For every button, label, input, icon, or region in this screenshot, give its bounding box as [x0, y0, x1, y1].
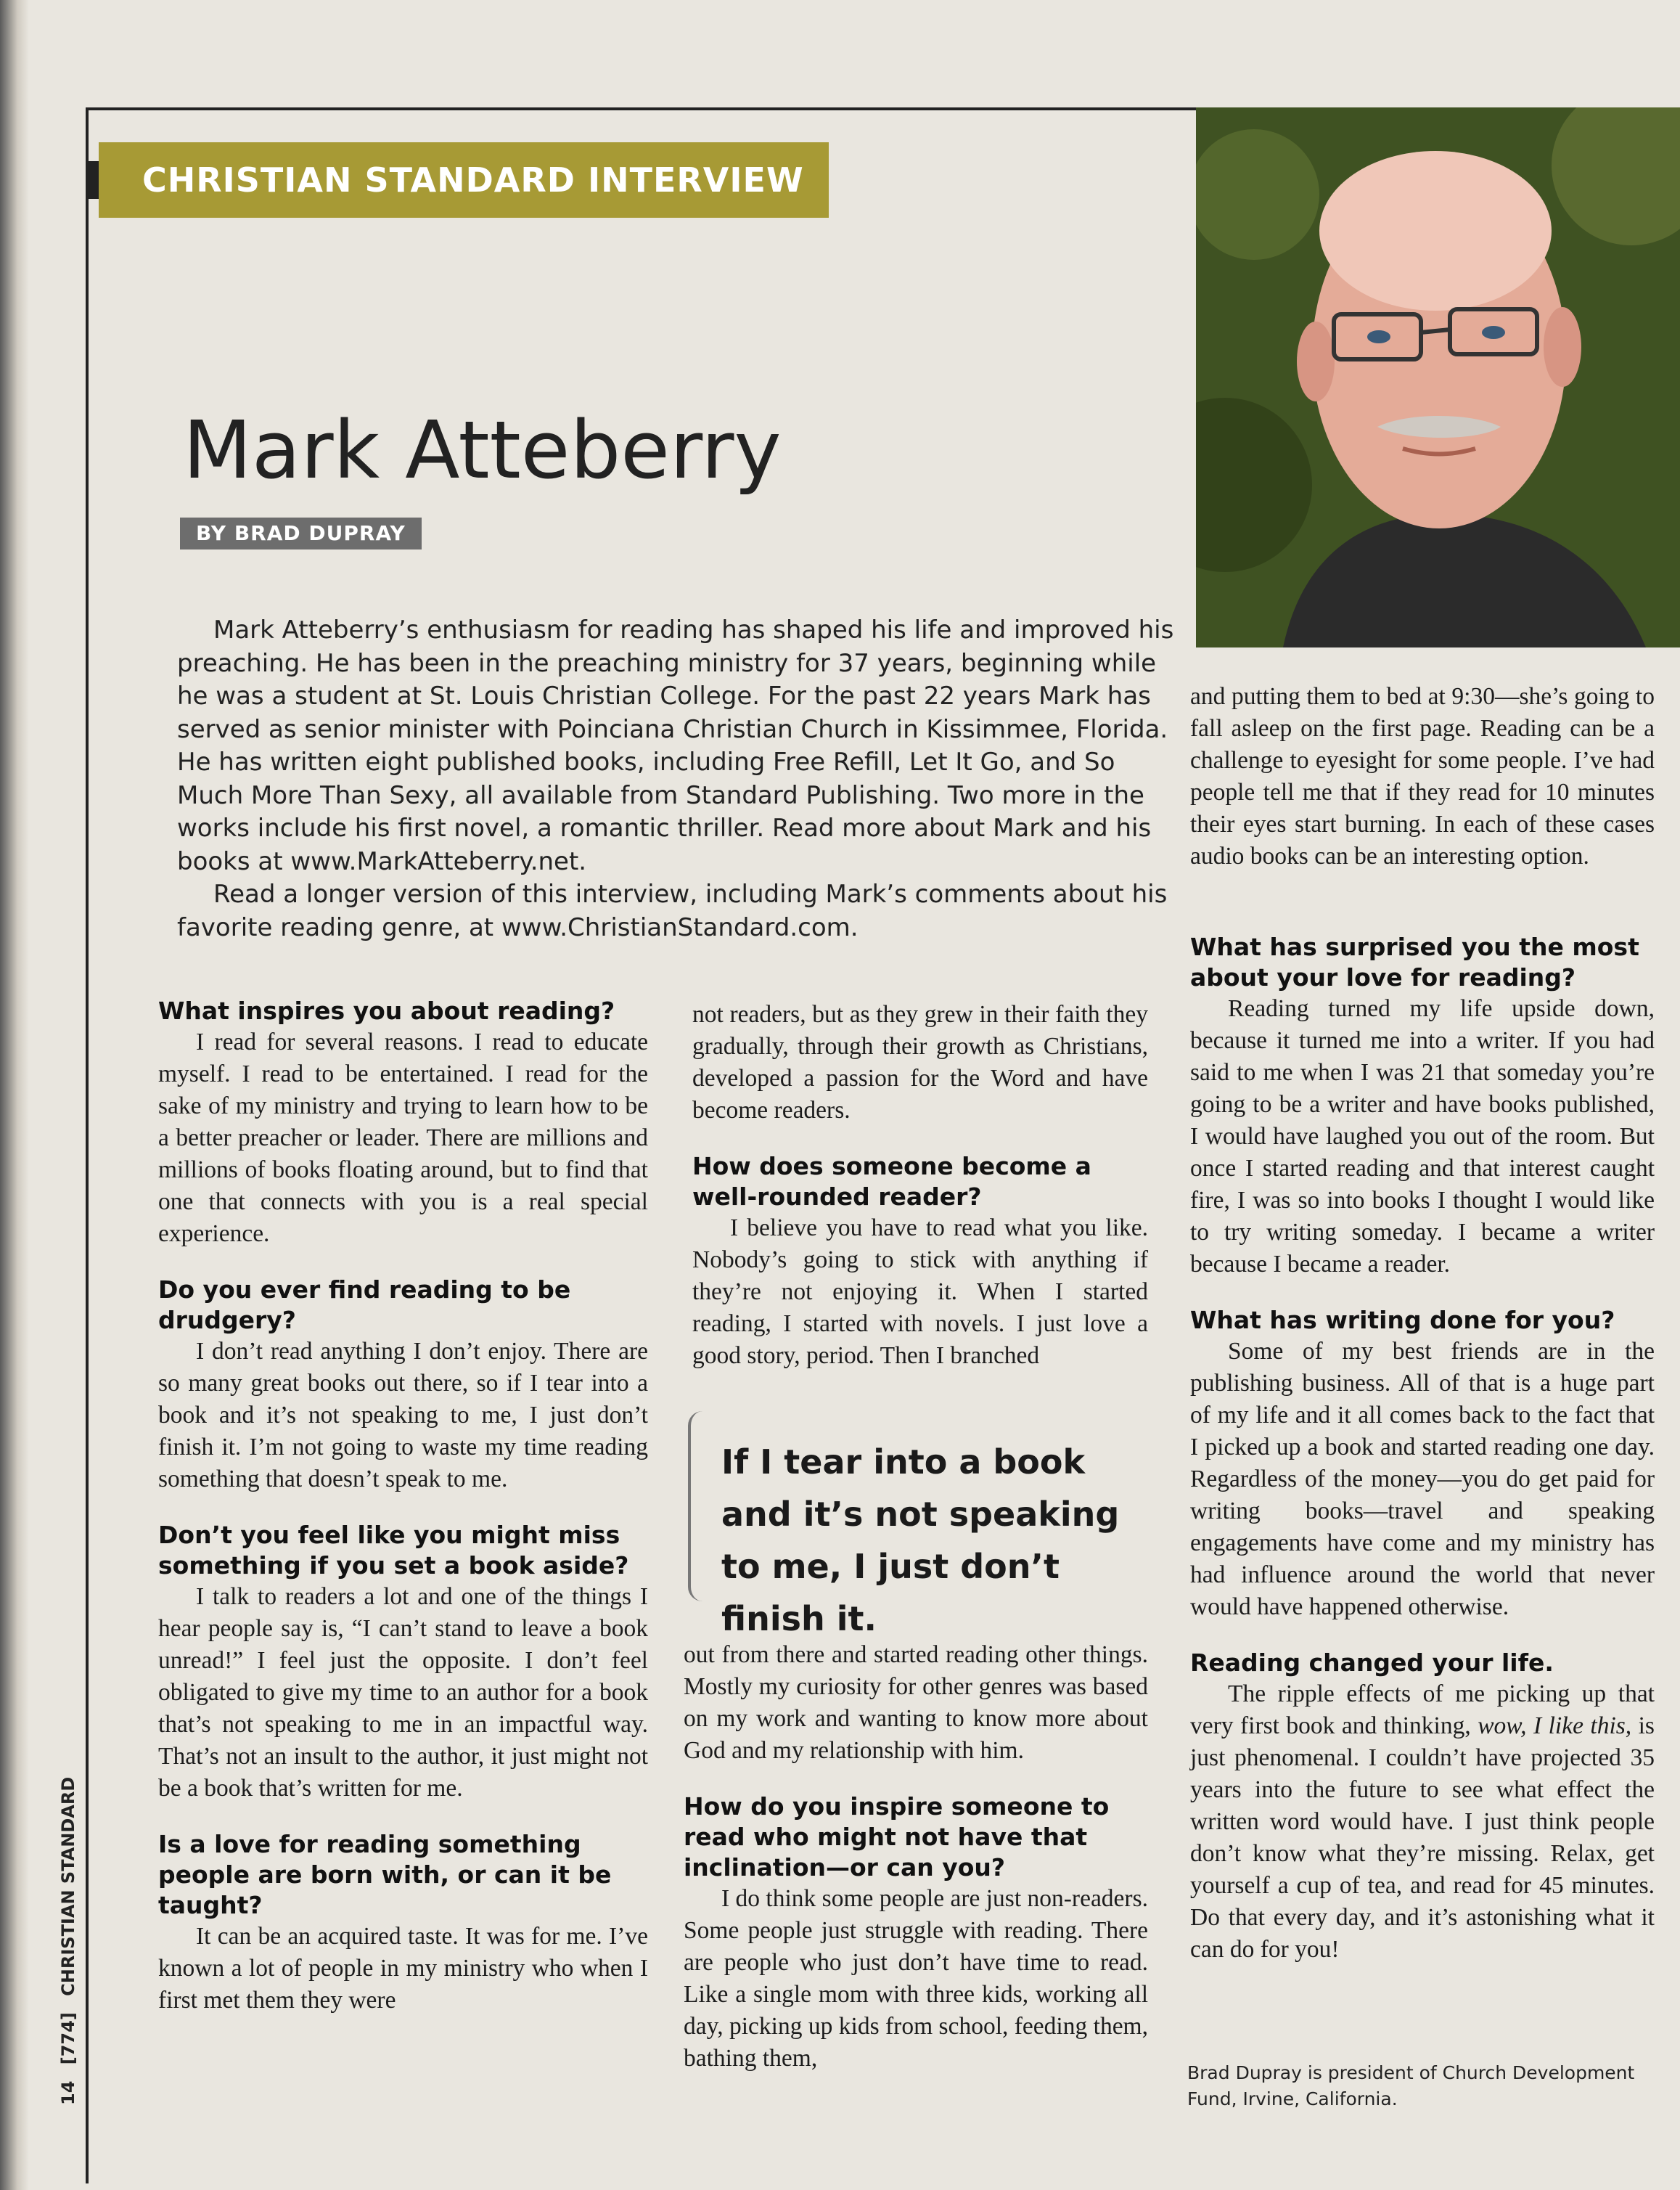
answer-paragraph: I don’t read anything I don’t enjoy. There are so many great books out there, so if I tear into a book and it’s not speaking to me, I just don’t finish it. I’m not going to waste my time reading something that doesn’t speak to me. [158, 1338, 648, 1492]
answer-paragraph [1190, 1678, 1655, 1966]
column-2-top [692, 999, 1148, 1372]
answer-text: The ripple effects of me picking up that very first book and thinking, [1190, 1680, 1655, 1739]
section-banner: CHRISTIAN STANDARD INTERVIEW [99, 142, 829, 218]
column-2-bottom [684, 1639, 1148, 2075]
question-heading: Don’t you feel like you might miss something if you set a book aside? [158, 1521, 629, 1580]
answer-paragraph: I do think some people are just non-readers. Some people just struggle with reading. There are people who just don’t have time to read. Like a single mom with three kids, working all day, picking up kids from school, feeding them, bathing them, [684, 1885, 1148, 2072]
question-heading: How does someone become a well-rounded reader? [692, 1152, 1091, 1211]
intro-paragraph: Read a longer version of this interview, including Mark’s comments about his favorite reading genre, at www.ChristianStandard.com. [177, 880, 1168, 942]
answer-paragraph: out from there and started reading other things. Mostly my curiosity for other genres was based on my work and wanting to know more about God and my relationship with him. [684, 1641, 1148, 1764]
page-number: 14 [58, 2080, 78, 2105]
question-heading: What inspires you about reading? [158, 997, 615, 1025]
intro-section [177, 614, 1179, 944]
page-folio [58, 1767, 78, 2105]
issue-page-number: [774] [58, 2012, 78, 2065]
question-heading: Reading changed your life. [1190, 1648, 1554, 1677]
banner-tab [86, 161, 99, 199]
article-title: Mark Atteberry [183, 404, 782, 497]
author-bio: Brad Dupray is president of Church Development Fund, Irvine, California. [1187, 2062, 1635, 2109]
page-binding-edge [0, 0, 29, 2190]
answer-text: is just phenomenal. I couldn’t have projected 35 years into the future to see what effect the written word would have. I just think people don’t know what they’re missing. Relax, get yourself a cup of tea, and read for 45 minutes. Do that every day, and it’s astonishing what it can do for you! [1190, 1712, 1655, 1963]
portrait-photo [1196, 107, 1680, 647]
intro-paragraph: Mark Atteberry’s enthusiasm for reading has shaped his life and improved his preaching. He has been in the preaching ministry for 37 years, beginning while he was a student at St. Louis Christian College. For the past 22 years Mark has served as senior minister with Poinciana Christian Church in Kissimmee, Florida. He has written eight published books, including Free Refill, Let It Go, and So Much More Than Sexy, all available from Standard Publishing. Two more in the works include his first novel, a romantic thriller. Read more about Mark and his books at www.MarkAtteberry.net. [177, 616, 1174, 876]
answer-italic-text: wow, I like this, [1478, 1712, 1632, 1739]
column-3-bottom [1190, 932, 1655, 1966]
question-heading: Do you ever find reading to be drudgery? [158, 1275, 571, 1334]
frame-rule-left [86, 107, 89, 2183]
answer-paragraph: It can be an acquired taste. It was for me. I’ve known a lot of people in my ministry who when I first met them they were [158, 1923, 648, 2014]
answer-paragraph: Some of my best friends are in the publishing business. All of that is a huge part of my life and it all comes back to the fact that I picked up a book and started reading one day. Regardless of the money—you do get paid for writing books—travel and speaking engagements have come and my ministry has had influence around the world that never would have happened otherwise. [1190, 1338, 1655, 1620]
question-heading: What has surprised you the most about your love for reading? [1190, 933, 1639, 992]
answer-paragraph: I believe you have to read what you like. Nobody’s going to stick with anything if they’re not enjoying it. When I started reading, I started with novels. I just love a good story, period. Then I branched [692, 1214, 1148, 1369]
pull-quote: If I tear into a book and it’s not speaking to me, I just don’t finish it. [688, 1411, 1152, 1601]
question-heading: Is a love for reading something people are born with, or can it be taught? [158, 1830, 612, 1919]
portrait-illustration [1196, 107, 1680, 647]
answer-paragraph: not readers, but as they grew in their faith they gradually, through their growth as Christians, developed a passion for the Word and have become readers. [692, 1001, 1148, 1124]
byline: BY BRAD DUPRAY [180, 518, 422, 549]
question-heading: How do you inspire someone to read who might not have that inclination—or can you? [684, 1792, 1110, 1881]
publication-name: CHRISTIAN STANDARD [58, 1776, 78, 1996]
frame-rule-top [86, 107, 1196, 110]
answer-paragraph: Reading turned my life upside down, because it turned me into a writer. If you had said to me when I was 21 that someday you’re going to be a writer and have books published, I would have laughed you out of the room. But once I started reading and that interest caught fire, I was so into books I thought I would like to try writing someday. I became a writer because I became a reader. [1190, 995, 1655, 1278]
answer-paragraph: I talk to readers a lot and one of the things I hear people say is, “I can’t stand to leave a book unread!” I feel just the opposite. I don’t feel obligated to give my time to an author for a book that’s not speaking to me in an impactful way. That’s not an insult to the author, it just might not be a book that’s written for me. [158, 1583, 648, 1802]
answer-paragraph: I read for several reasons. I read to educate myself. I read to be entertained. I read for the sake of my ministry and trying to learn how to be a better preacher or leader. There are millions and millions of books floating around, but to find that one that connects with you is a real special experience. [158, 1029, 648, 1247]
column-1 [158, 996, 648, 2017]
column-3-top [1190, 681, 1655, 873]
question-heading: What has writing done for you? [1190, 1306, 1615, 1334]
answer-paragraph: and putting them to bed at 9:30—she’s going to fall asleep on the first page. Reading can be a challenge to eyesight for some people. I’ve had people tell me that if they read for 10 minutes their eyes start burning. In each of these cases audio books can be an interesting option. [1190, 683, 1655, 870]
